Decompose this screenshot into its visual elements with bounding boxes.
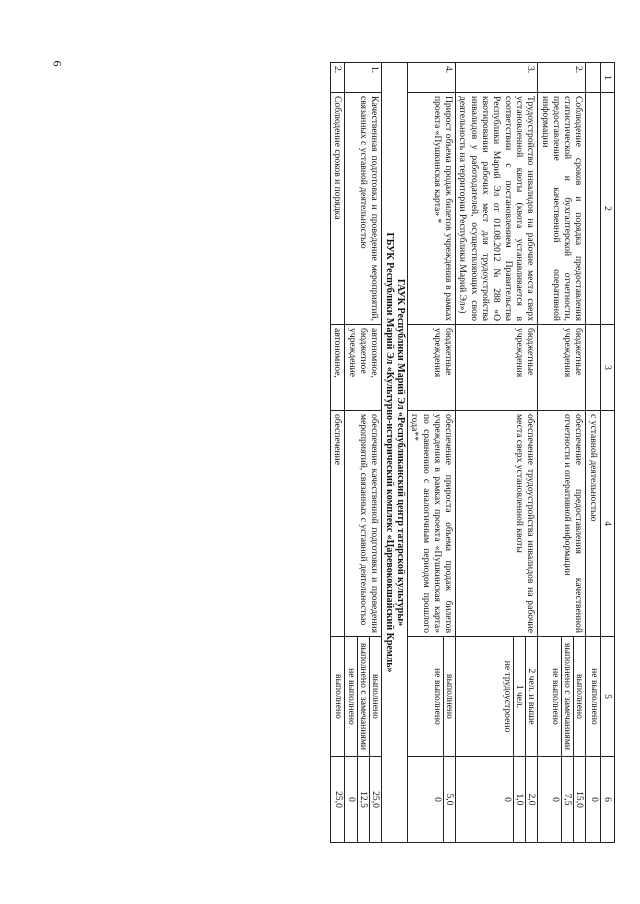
evaluation-cell <box>456 637 538 757</box>
header-row <box>600 63 614 843</box>
criteria-table <box>330 62 615 843</box>
table-row <box>456 63 538 843</box>
evaluation-value: не выполнено <box>345 668 357 725</box>
criterion-text: Трудоустройство инвалидов на рабочие места сверх установленной квоты (квота устанавливается в соответствии с постановлением Правительства Республики Марий Эл от 01.08.2012 № 288 «О квотировании рабочих мест для трудоустройства инвалидов у работодателей, осуществляющих свою деятельность на территории Республики Марий Эл») <box>456 93 538 325</box>
header-cell: 6 <box>600 757 614 843</box>
table-row <box>345 63 382 843</box>
institution-type: автономное, <box>331 325 345 411</box>
table-row <box>331 63 345 843</box>
evaluation-value: не трудоустроено <box>501 660 513 733</box>
score-value: 0 <box>431 797 443 802</box>
evaluation-value: не выполнено <box>588 668 600 725</box>
table-row <box>407 63 455 843</box>
score-value: 5,0 <box>443 757 455 842</box>
score-value: 25,0 <box>369 757 381 842</box>
evaluation-value: выполнено с замечаниями <box>561 637 573 756</box>
score-value: 0 <box>549 797 561 802</box>
criterion-text: Качественная подготовка и проведение мероприятий, связанных с уставной деятельностью <box>345 93 382 325</box>
score-value: 2,0 <box>525 757 537 842</box>
score-cell <box>407 757 455 843</box>
score-value: 7,5 <box>561 757 573 842</box>
row-number: 4. <box>407 63 455 93</box>
criterion-text <box>586 93 600 325</box>
header-cell: 2 <box>600 93 614 325</box>
evaluation-value: выполнено с замечаниями <box>357 637 369 756</box>
header-cell: 1 <box>600 63 614 93</box>
header-cell: 5 <box>600 637 614 757</box>
indicator-text: обеспечение качественной подготовки и проведения мероприятий, связанных с уставной деятельностью <box>345 411 382 637</box>
row-number <box>586 63 600 93</box>
score-cell <box>345 757 382 843</box>
institution-heading <box>382 63 408 843</box>
evaluation-cell <box>331 637 345 757</box>
evaluation-value: выполнено <box>573 637 585 756</box>
page-number: 6 <box>50 60 65 67</box>
institution-name: ГБУК Республики Марий Эл «Культурно-исторический комплекс «Царевококшайский Кремль» <box>383 232 395 673</box>
indicator-text: обеспечение <box>331 411 345 637</box>
evaluation-value: 1 чел. <box>513 637 525 756</box>
evaluation-value: не выполнено <box>549 668 561 725</box>
score-cell <box>456 757 538 843</box>
institution-heading-row <box>382 63 408 843</box>
score-value: 15,0 <box>573 757 585 842</box>
institution-type: бюджетные учреждения <box>538 325 586 411</box>
score-value: 1,0 <box>513 757 525 842</box>
table-row <box>586 63 600 843</box>
evaluation-cell <box>345 637 382 757</box>
evaluation-cell <box>407 637 455 757</box>
row-number: 1. <box>345 63 382 93</box>
score-cell <box>538 757 586 843</box>
score-value: 12,5 <box>357 757 369 842</box>
institution-name: ГАУК Республики Марий Эл «Республиканский центр татарской культуры» <box>394 278 406 627</box>
evaluation-value: 2 чел. и выше <box>525 637 537 756</box>
institution-type: автономное, бюджетное учреждение <box>345 325 382 411</box>
criterion-text: Прирост объема продаж билетов учреждения в рамках проекта «Пушкинская карта» * <box>407 93 455 325</box>
score-cell <box>586 757 600 843</box>
score-value: 0 <box>588 797 600 802</box>
evaluation-value: выполнено <box>333 674 345 719</box>
score-value: 0 <box>501 797 513 802</box>
institution-type: бюджетные учреждения <box>456 325 538 411</box>
institution-type: бюджетные учреждения <box>407 325 455 411</box>
evaluation-value: выполнено <box>443 637 455 756</box>
indicator-text: обеспечение предоставления качественной отчетности и оперативной информации <box>538 411 586 637</box>
header-cell: 3 <box>600 325 614 411</box>
table-row <box>538 63 586 843</box>
score-value: 25,0 <box>333 791 345 808</box>
row-number: 3. <box>456 63 538 93</box>
indicator-text: с уставной деятельностью <box>586 411 600 637</box>
rotated-table-sheet <box>105 62 615 842</box>
evaluation-cell <box>538 637 586 757</box>
indicator-text: обеспечение трудоустройства инвалидов на рабочие места сверх установленной квоты <box>456 411 538 637</box>
criterion-text: Соблюдение сроков и порядка <box>331 93 345 325</box>
score-cell <box>331 757 345 843</box>
evaluation-value: не выполнено <box>431 668 443 725</box>
evaluation-cell <box>586 637 600 757</box>
indicator-text: обеспечение прироста объема продаж билетов учреждения в рамках проекта «Пушкинская карта» по сравнению с аналогичным периодом прошлого года** <box>407 411 455 637</box>
header-cell: 4 <box>600 411 614 637</box>
row-number: 2. <box>331 63 345 93</box>
evaluation-value: выполнено <box>369 637 381 756</box>
institution-type <box>586 325 600 411</box>
score-value: 0 <box>345 797 357 802</box>
criterion-text: Соблюдение сроков и порядка предоставления статистической и бухгалтерской отчетности, предоставление качественной оперативной информации <box>538 93 586 325</box>
row-number: 2. <box>538 63 586 93</box>
